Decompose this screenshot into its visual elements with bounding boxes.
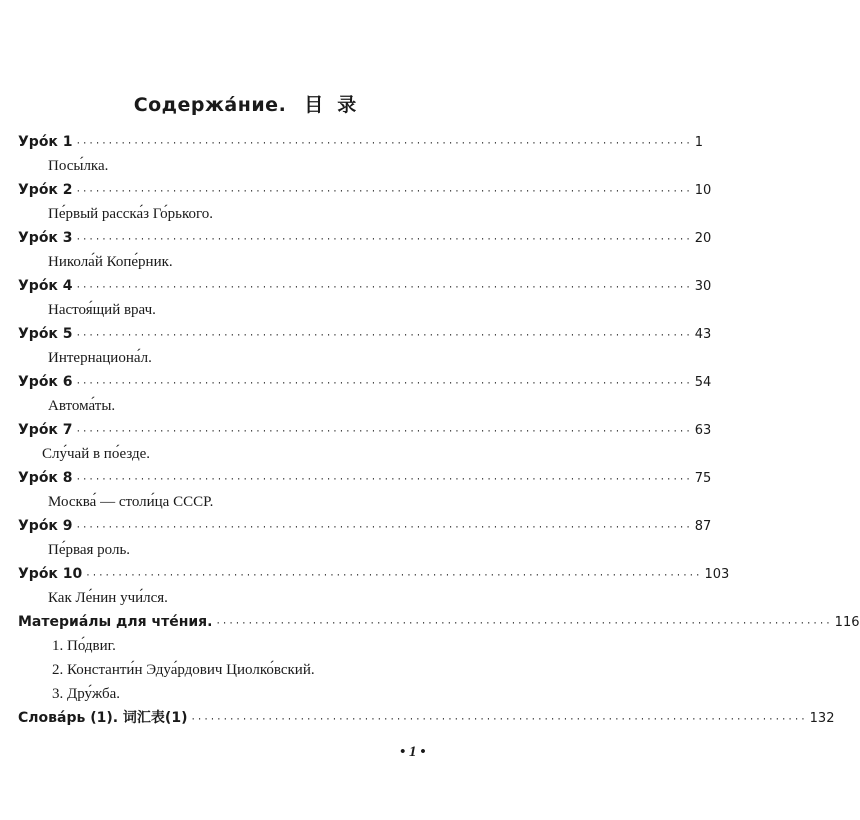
toc-entry-lesson-4[interactable]	[18, 274, 712, 298]
dot-leader: ································································································	[75, 331, 692, 341]
toc-entry-label: Уро́к 6	[18, 374, 73, 390]
toc-page-number: 20	[694, 231, 712, 246]
toc-page-number: 63	[694, 423, 712, 438]
toc-subtitle: Интернациона́л.	[48, 350, 152, 366]
toc-entry-lesson-5[interactable]	[18, 322, 712, 346]
toc-subtitle: Как Ле́нин учи́лся.	[48, 590, 168, 606]
dot-leader: ································································································	[75, 187, 692, 197]
toc-entry-lesson-6[interactable]	[18, 370, 712, 394]
toc-entry-label: Уро́к 10	[18, 566, 83, 582]
toc-entry-label: Уро́к 2	[18, 182, 73, 198]
page-title	[0, 90, 504, 117]
toc-entry-reading-materials[interactable]	[18, 610, 860, 634]
toc-page-number: 43	[694, 327, 712, 342]
dot-leader: ································································································	[75, 523, 692, 533]
toc-page-number: 87	[694, 519, 712, 534]
toc-subtitle: Настоя́щий врач.	[48, 302, 156, 318]
toc-entry-lesson-1[interactable]	[18, 130, 704, 154]
toc-page-number: 75	[694, 471, 712, 486]
toc-entry-lesson-3[interactable]	[18, 226, 712, 250]
dot-leader: ································································································	[190, 715, 807, 725]
toc-subtitle: Москва́ — столи́ца СССР.	[48, 494, 214, 510]
dot-leader: ································································································	[215, 619, 832, 629]
toc-entry-lesson-2[interactable]	[18, 178, 712, 202]
toc-entry-vocabulary[interactable]	[18, 706, 835, 730]
toc-subtitle: 3. Дру́жба.	[52, 686, 121, 702]
toc-subtitle: Никола́й Копе́рник.	[48, 254, 173, 270]
toc-entry-label: Уро́к 1	[18, 134, 73, 150]
toc-entry-label: Уро́к 9	[18, 518, 73, 534]
toc-page-number: 10	[694, 183, 712, 198]
dot-leader: ································································································	[75, 475, 692, 485]
toc-subtitle: Посы́лка.	[48, 158, 109, 174]
toc-page-number: 116	[834, 615, 860, 630]
toc-entry-lesson-7[interactable]	[18, 418, 712, 442]
toc-page-number: 54	[694, 375, 712, 390]
toc-page-number: 103	[704, 567, 730, 582]
toc-page-number: 132	[809, 711, 835, 726]
table-of-contents	[18, 130, 860, 730]
toc-entry-lesson-8[interactable]	[18, 466, 712, 490]
toc-entry-label: Уро́к 8	[18, 470, 73, 486]
toc-entry-label: Уро́к 7	[18, 422, 73, 438]
dot-leader: ································································································	[75, 427, 692, 437]
toc-subtitle: Пе́рвая роль.	[48, 542, 131, 558]
toc-page-number: 30	[694, 279, 712, 294]
toc-entry-label: Материа́лы для чте́ния.	[18, 614, 213, 630]
toc-entry-lesson-10[interactable]	[18, 562, 730, 586]
dot-leader: ································································································	[75, 283, 692, 293]
title-chinese: 目录	[304, 94, 371, 116]
toc-subtitle: Автома́ты.	[48, 398, 116, 414]
toc-subtitle: 1. По́двиг.	[52, 638, 116, 654]
toc-entry-label: Слова́рь (1). 词汇表(1)	[18, 710, 188, 726]
toc-entry-label: Уро́к 4	[18, 278, 73, 294]
toc-entry-label: Уро́к 5	[18, 326, 73, 342]
page-number-footer: • 1 •	[400, 744, 426, 760]
toc-subtitle: Слу́чай в по́езде.	[42, 446, 151, 462]
toc-page-number: 1	[694, 135, 704, 150]
dot-leader: ································································································	[75, 139, 692, 149]
toc-entry-lesson-9[interactable]	[18, 514, 712, 538]
dot-leader: ································································································	[85, 571, 702, 581]
toc-subtitle: 2. Константи́н Эдуа́рдович Циолко́вский.	[52, 662, 315, 678]
dot-leader: ································································································	[75, 235, 692, 245]
toc-entry-label: Уро́к 3	[18, 230, 73, 246]
toc-subtitle: Пе́рвый расска́з Го́рького.	[48, 206, 214, 222]
title-russian: Содержа́ние.	[133, 94, 287, 116]
dot-leader: ································································································	[75, 379, 692, 389]
